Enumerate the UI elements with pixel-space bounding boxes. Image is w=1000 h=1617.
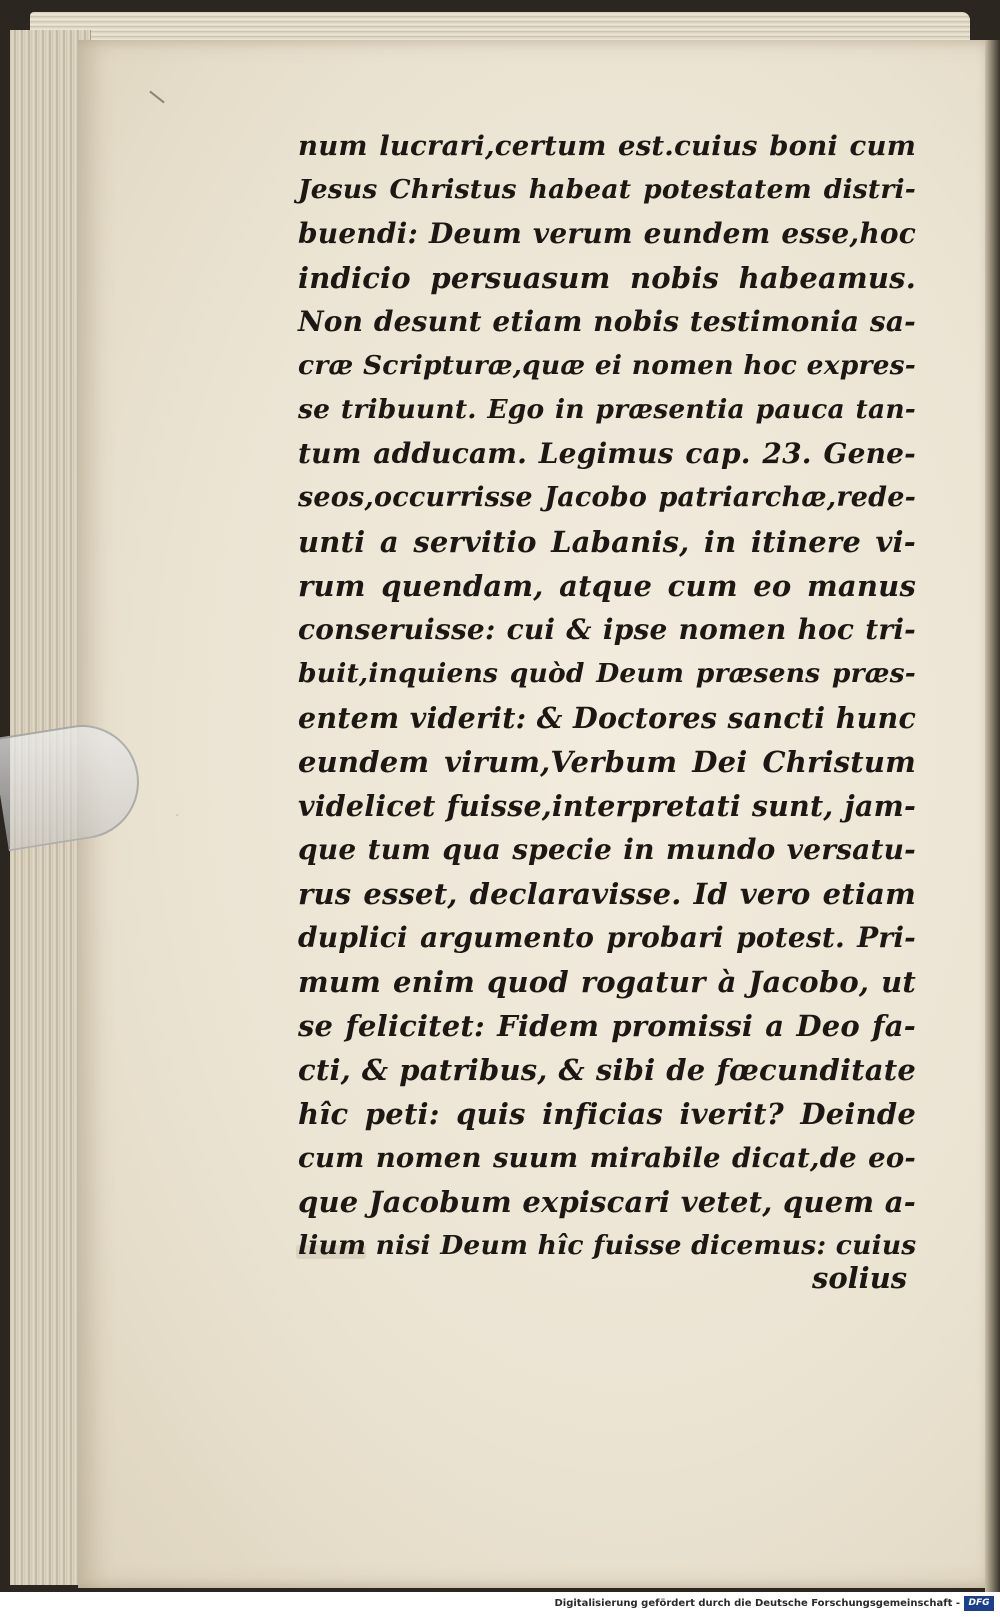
text-line: que Jacobum expiscari vetet, quem a- xyxy=(298,1185,916,1219)
text-line: rus esset, declaravisse. Id vero etiam xyxy=(298,877,916,911)
funding-credit: Digitalisierung gefördert durch die Deutsche Forschungsgemeinschaft - xyxy=(554,1598,960,1609)
text-line: indicio persuasum nobis habeamus. xyxy=(298,261,916,295)
text-line: mum enim quod rogatur à Jacobo, ut xyxy=(298,965,916,999)
text-line: hîc peti: quis inficias iverit? Deinde xyxy=(298,1097,916,1131)
text-line: seos,occurrisse Jacobo patriarchæ,rede- xyxy=(298,482,916,513)
dfg-logo: DFG xyxy=(964,1596,994,1611)
text-line: cti, & patribus, & sibi de fœcunditate xyxy=(298,1053,916,1087)
text-line: videlicet fuisse,interpretati sunt, jam- xyxy=(298,789,916,823)
text-line: num lucrari,certum est.cuius boni cum xyxy=(298,130,916,162)
text-line: buit,inquiens quòd Deum præsens præs- xyxy=(298,658,916,689)
footer-bar xyxy=(0,1592,1000,1617)
text-line: cræ Scripturæ,quæ ei nomen hoc expres- xyxy=(298,350,916,381)
bleed-through-mark: · xyxy=(175,808,182,824)
text-line: Jesus Christus habeat potestatem distri- xyxy=(298,174,916,205)
text-line: que tum qua specie in mundo versatu- xyxy=(298,833,916,866)
text-line: rum quendam, atque cum eo manus xyxy=(298,569,916,603)
text-line: entem viderit: & Doctores sancti hunc xyxy=(298,701,916,735)
text-line: unti a servitio Labanis, in itinere vi- xyxy=(298,525,916,559)
text-block xyxy=(298,124,916,1268)
text-line: se tribuunt. Ego in præsentia pauca tan- xyxy=(298,394,916,425)
text-line: duplici argumento probari potest. Pri- xyxy=(298,921,916,954)
page-right-edge xyxy=(985,40,1000,1592)
catchword: solius xyxy=(812,1261,908,1295)
text-line: se felicitet: Fidem promissi a Deo fa- xyxy=(298,1009,916,1043)
text-line: buendi: Deum verum eundem esse,hoc xyxy=(298,217,916,250)
text-line: cum nomen suum mirabile dicat,de eo- xyxy=(298,1142,916,1174)
text-line: lium nisi Deum hîc fuisse dicemus: cuius xyxy=(298,1230,917,1261)
text-line: conseruisse: cui & ipse nomen hoc tri- xyxy=(298,613,916,646)
text-line: eundem virum,Verbum Dei Christum xyxy=(298,745,916,779)
text-line: Non desunt etiam nobis testimonia sa- xyxy=(298,305,916,338)
text-line: tum adducam. Legimus cap. 23. Gene- xyxy=(298,437,916,470)
